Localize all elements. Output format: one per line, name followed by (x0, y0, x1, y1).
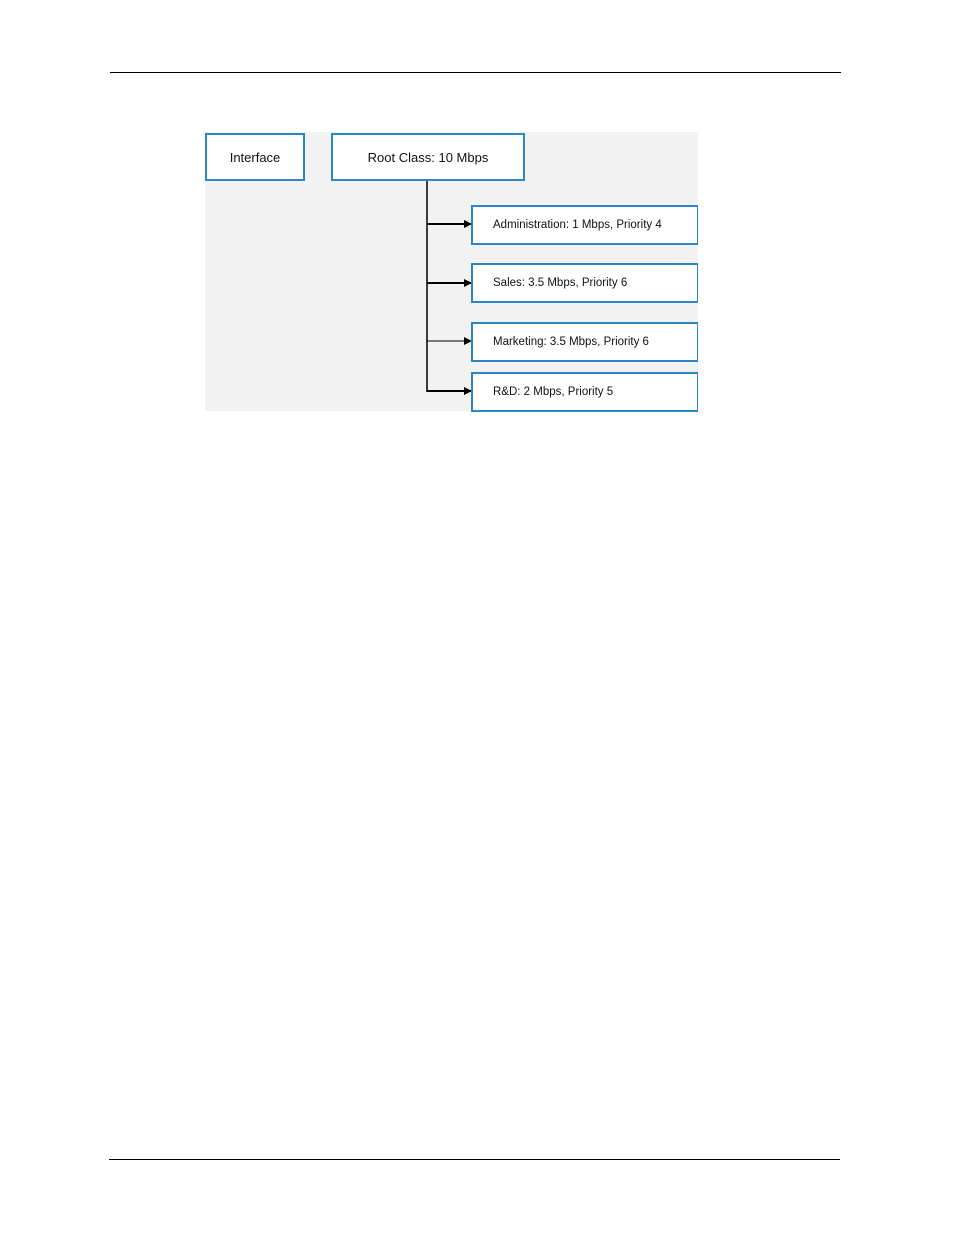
footer-rule (109, 1159, 840, 1160)
marketing-class-node (471, 322, 698, 362)
administration-class-node (471, 205, 698, 245)
administration-class-label: Administration: 1 Mbps, Priority 4 (493, 219, 662, 231)
header-rule (110, 72, 841, 73)
sales-class-label: Sales: 3.5 Mbps, Priority 6 (493, 277, 628, 289)
interface-node-label: Interface (229, 149, 281, 165)
rnd-class-label: R&D: 2 Mbps, Priority 5 (493, 386, 614, 398)
bandwidth-class-diagram (205, 132, 698, 411)
sales-class-node (471, 263, 698, 303)
rnd-class-node (471, 372, 698, 412)
root-class-node-label: Root Class: 10 Mbps (367, 149, 489, 165)
marketing-class-label: Marketing: 3.5 Mbps, Priority 6 (493, 336, 649, 348)
